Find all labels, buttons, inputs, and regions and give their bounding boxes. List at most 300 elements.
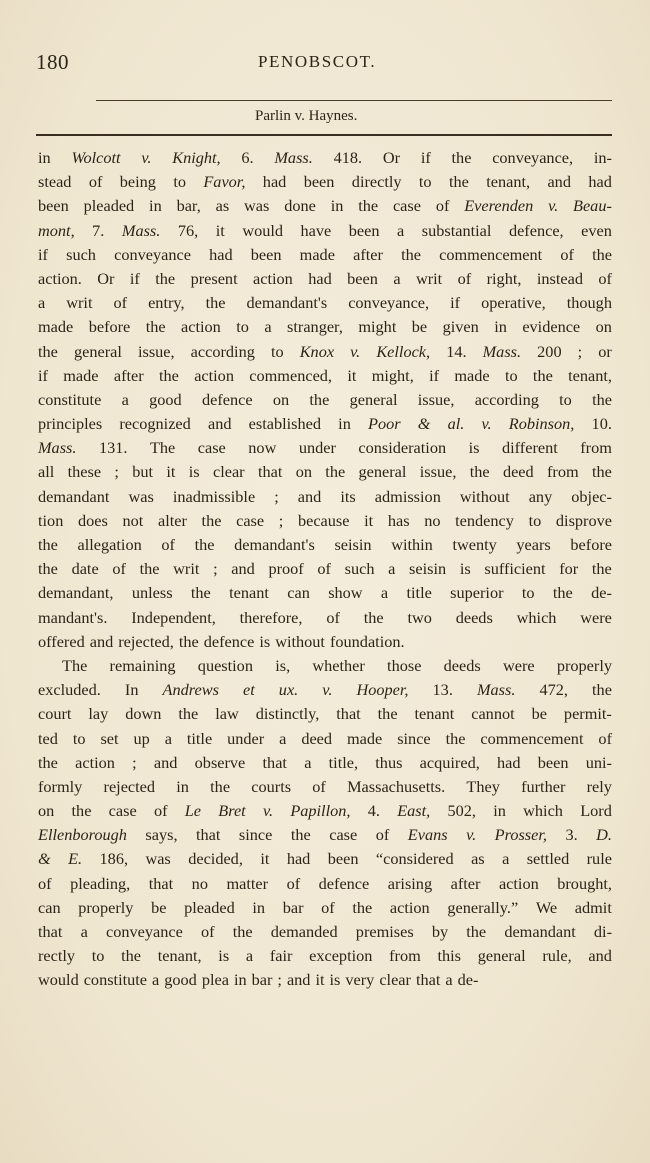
word: now <box>248 438 277 458</box>
word: properly <box>78 897 134 917</box>
word: conveyance <box>105 922 183 941</box>
word: has <box>387 510 410 530</box>
word: if <box>450 293 461 313</box>
word: according <box>190 341 255 361</box>
text-line <box>38 340 612 364</box>
word: made <box>38 317 74 337</box>
word: it <box>364 510 374 530</box>
word: and <box>231 559 255 579</box>
word: been <box>303 172 335 192</box>
word: ; <box>278 510 284 530</box>
word: di- <box>593 922 612 941</box>
word: de- <box>591 583 612 603</box>
word: it <box>215 220 225 240</box>
word: general <box>358 462 407 482</box>
word: objec- <box>571 486 612 506</box>
word: such <box>344 559 375 579</box>
word: though <box>566 293 612 313</box>
word: and <box>286 970 311 990</box>
word: of <box>88 172 103 192</box>
word: The <box>149 438 176 458</box>
word: the <box>205 293 226 313</box>
word: further <box>521 776 566 796</box>
word: had <box>286 849 311 869</box>
word: bar, <box>176 196 201 216</box>
text-line <box>38 219 612 243</box>
word: settled <box>526 849 570 869</box>
word: action <box>75 752 115 772</box>
text-line <box>38 630 612 654</box>
text-line <box>38 291 612 315</box>
word: before <box>88 317 131 337</box>
word: 200 <box>537 341 562 361</box>
citation-word: Poor <box>368 414 401 434</box>
word: substantial <box>421 220 492 240</box>
word: show <box>328 583 363 603</box>
citation-word: Mass. <box>274 148 313 167</box>
word: its <box>340 486 356 506</box>
word: the <box>38 752 58 772</box>
word: 502, <box>447 801 476 821</box>
citation-word: Kellock, <box>376 341 431 361</box>
word: to <box>559 389 572 409</box>
word: in <box>494 317 507 337</box>
word: seisin <box>334 535 372 554</box>
word: had <box>497 752 521 772</box>
word: 131. <box>98 438 128 458</box>
word: to <box>528 510 542 530</box>
word: the <box>210 776 231 796</box>
word: a <box>304 752 312 772</box>
word: deeds <box>443 655 481 675</box>
word: to <box>91 946 105 966</box>
citation-word: v. <box>322 680 333 700</box>
word: commenced, <box>249 365 333 385</box>
word: deeds <box>455 607 493 627</box>
word: deed <box>502 462 534 482</box>
word: the <box>38 535 58 554</box>
word: rejected <box>103 776 156 796</box>
word: action <box>181 317 221 337</box>
word: the <box>158 365 179 385</box>
word: writ <box>173 559 200 579</box>
word: case <box>329 825 358 845</box>
word: tenant, <box>157 946 202 966</box>
word: of <box>560 244 574 264</box>
word: defence <box>318 873 370 893</box>
word: de- <box>457 970 479 990</box>
word: tendency <box>455 510 514 530</box>
citation-word: v. <box>262 801 274 821</box>
word: ; <box>132 752 137 772</box>
citation-word: E. <box>68 849 83 869</box>
word: had <box>209 244 233 264</box>
word: the <box>145 317 166 337</box>
word: the <box>401 244 421 264</box>
citation-word: Favor, <box>203 172 246 192</box>
word: of <box>113 293 128 313</box>
text-line <box>38 702 612 726</box>
word: in <box>233 970 247 990</box>
word: demandant <box>504 922 576 941</box>
text-line <box>38 872 612 896</box>
word: ; <box>114 462 119 482</box>
word: directly <box>351 172 402 192</box>
word: the <box>71 801 92 821</box>
word: uni- <box>585 752 612 772</box>
word: general <box>73 341 122 361</box>
word: and <box>153 752 178 772</box>
word: of <box>153 801 168 821</box>
word: generally.” <box>447 897 519 917</box>
citation-word: Mass. <box>476 680 516 700</box>
word: the <box>466 922 487 941</box>
word: pleaded <box>83 196 135 216</box>
text-line <box>38 751 612 775</box>
running-head <box>36 50 616 80</box>
word: the <box>445 728 466 748</box>
word: of <box>317 559 331 579</box>
header-rule-thick <box>36 134 612 136</box>
word: in <box>338 414 351 434</box>
word: to <box>418 172 432 192</box>
word: action <box>194 365 234 385</box>
word: demandant's <box>246 293 328 313</box>
word: been <box>327 849 359 869</box>
word: the <box>38 559 58 579</box>
word: the <box>377 704 398 724</box>
text-line <box>38 194 612 218</box>
word: after <box>353 244 383 264</box>
word: if <box>420 148 431 167</box>
text-line <box>38 509 612 533</box>
word: the <box>201 510 222 530</box>
word: in <box>493 801 506 821</box>
word: by <box>431 922 449 941</box>
word: fair <box>269 946 293 966</box>
word: this <box>437 946 461 966</box>
citation-word: Mass. <box>38 438 77 458</box>
word: no <box>191 873 208 893</box>
word: disprove <box>555 510 612 530</box>
word: the <box>592 680 612 700</box>
word: it <box>315 970 325 990</box>
word: case <box>236 510 265 530</box>
word: ; <box>274 486 279 506</box>
word: In <box>124 680 139 700</box>
word: good <box>149 389 182 409</box>
word: says, <box>145 825 178 845</box>
word: rely <box>586 776 612 796</box>
word: foundation. <box>329 631 405 651</box>
word: under <box>227 728 265 748</box>
word: demandant's <box>234 535 315 554</box>
word: without <box>459 486 510 506</box>
word: superior <box>450 583 504 603</box>
word: and <box>297 486 322 506</box>
word: to <box>270 341 284 361</box>
word: admit <box>574 897 612 917</box>
word: tenant <box>414 704 455 724</box>
word: thus <box>375 752 403 772</box>
citation-word: Prosser, <box>494 825 547 845</box>
word: whether <box>312 655 365 675</box>
word: that <box>148 873 174 893</box>
word: because <box>297 510 350 530</box>
word: or <box>598 341 612 361</box>
word: a <box>245 946 254 966</box>
word: tenant, <box>568 365 612 385</box>
citation-word: Knox <box>299 341 335 361</box>
word: can <box>38 897 61 917</box>
citation-word: Bret <box>218 801 246 821</box>
word: a <box>397 220 405 240</box>
word: that <box>415 970 441 990</box>
word: general <box>477 946 526 966</box>
word: had <box>262 172 287 192</box>
word: made <box>454 365 490 385</box>
word: given <box>442 317 479 337</box>
word: on <box>295 462 312 482</box>
word: the <box>469 462 490 482</box>
word: after <box>450 873 481 893</box>
text-line <box>38 775 612 799</box>
word: plea <box>201 970 229 990</box>
word: rejected, <box>118 631 174 651</box>
word: is <box>259 631 271 651</box>
word: permit- <box>563 704 612 724</box>
word: alter <box>157 510 187 530</box>
word: good <box>164 970 197 990</box>
word: of <box>161 535 175 554</box>
body-text <box>38 146 612 993</box>
text-line <box>38 533 612 557</box>
word: issue, <box>137 341 175 361</box>
word: brought, <box>557 873 612 893</box>
word: question <box>197 655 253 675</box>
word: formly <box>38 776 83 796</box>
word: sufficient <box>484 559 546 579</box>
word: ; <box>213 559 218 579</box>
word: been <box>38 196 69 216</box>
word: We <box>535 897 558 917</box>
word: is <box>329 970 341 990</box>
word: bar <box>251 970 273 990</box>
word: The <box>62 655 88 675</box>
citation-word: Knight, <box>172 148 221 167</box>
word: arising <box>387 873 433 893</box>
word: the <box>290 825 311 845</box>
word: decided, <box>188 849 243 869</box>
word: law <box>215 704 239 724</box>
text-line <box>38 146 612 170</box>
word: not <box>122 510 144 530</box>
word: it <box>260 849 270 869</box>
word: the <box>38 341 58 361</box>
word: tenant <box>229 583 269 603</box>
word: operative, <box>481 293 546 313</box>
word: remaining <box>109 655 176 675</box>
word: constitute <box>38 389 102 409</box>
citation-word: ux. <box>278 680 299 700</box>
word: made <box>346 728 383 748</box>
header-rule-thin <box>96 100 612 101</box>
word: acquired, <box>419 752 480 772</box>
word: if <box>129 268 140 288</box>
word: the <box>592 389 612 409</box>
word: might, <box>371 365 414 385</box>
text-line <box>38 968 612 992</box>
word: on <box>38 801 55 821</box>
word: action <box>389 897 430 917</box>
word: of <box>457 268 472 288</box>
word: any <box>528 486 553 506</box>
word: mandant's. <box>38 607 108 627</box>
text-line <box>38 364 612 388</box>
citation-word: v. <box>350 341 361 361</box>
citation-word: Beau- <box>573 196 612 216</box>
word: 76, <box>177 220 199 240</box>
word: title <box>406 583 432 603</box>
text-line <box>38 388 612 412</box>
word: commencement <box>439 244 543 264</box>
word: two <box>407 607 432 627</box>
word: 7. <box>92 220 105 240</box>
word: premises <box>355 922 414 941</box>
word: be <box>151 897 167 917</box>
word: before <box>570 535 612 554</box>
word: 418. <box>333 148 363 167</box>
word: is <box>188 462 200 482</box>
word: rectly <box>38 946 76 966</box>
word: is <box>468 438 480 458</box>
word: be <box>531 704 547 724</box>
word: stranger, <box>287 317 343 337</box>
word: a <box>502 849 510 869</box>
word: it <box>166 462 176 482</box>
word: a <box>264 317 272 337</box>
word: within <box>391 535 433 554</box>
word: all <box>38 462 55 482</box>
word: is <box>218 946 230 966</box>
word: the <box>325 462 346 482</box>
word: general <box>349 389 398 409</box>
citation-word: v. <box>466 825 477 845</box>
citation-word: Ellenborough <box>38 825 127 845</box>
word: of <box>286 873 301 893</box>
word: and <box>547 172 571 192</box>
word: on <box>595 317 612 337</box>
word: defence <box>203 631 255 651</box>
word: to <box>504 365 518 385</box>
word: of <box>200 922 215 941</box>
citation-word: v. <box>548 196 559 216</box>
word: entry, <box>148 293 185 313</box>
word: of <box>435 196 450 216</box>
word: Independent, <box>131 607 216 627</box>
word: the <box>591 462 612 482</box>
text-line <box>38 678 612 702</box>
word: inadmissible <box>172 486 256 506</box>
case-caption: Parlin v. Haynes. <box>255 108 358 124</box>
text-line <box>38 412 612 436</box>
word: a <box>380 583 389 603</box>
word: made <box>63 365 99 385</box>
word: therefore, <box>239 607 303 627</box>
text-line <box>38 170 612 194</box>
word: defence <box>201 389 253 409</box>
word: to <box>72 728 86 748</box>
word: a <box>38 293 46 313</box>
text-line <box>38 436 612 460</box>
page-number: 180 <box>36 50 69 74</box>
word: in <box>330 196 344 216</box>
word: done <box>284 196 316 216</box>
word: date <box>71 559 99 579</box>
word: that <box>336 704 361 724</box>
word: Or <box>97 268 115 288</box>
word: observe <box>194 752 246 772</box>
word: up <box>133 728 150 748</box>
word: bar <box>282 897 304 917</box>
citation-word: Andrews <box>162 680 219 700</box>
word: the <box>592 244 612 264</box>
word: the <box>358 196 379 216</box>
word: the <box>121 946 142 966</box>
word: conveyance, <box>492 148 574 167</box>
word: a <box>388 559 396 579</box>
word: pleading, <box>70 873 131 893</box>
citation-word: Le <box>184 801 202 821</box>
word: of <box>38 873 52 893</box>
word: Lord <box>580 801 612 821</box>
word: 186, <box>99 849 129 869</box>
word: title, <box>328 752 359 772</box>
word: excluded. <box>38 680 101 700</box>
word: deed <box>301 728 333 748</box>
word: since <box>238 825 273 845</box>
word: rule <box>586 849 612 869</box>
word: be <box>411 317 428 337</box>
word: no <box>424 510 441 530</box>
word: those <box>387 655 422 675</box>
word: ; <box>577 341 583 361</box>
word: the <box>178 631 199 651</box>
word: that <box>38 922 63 941</box>
word: made <box>299 244 335 264</box>
text-line <box>38 485 612 509</box>
word: recognized <box>119 414 191 434</box>
word: proof <box>268 559 304 579</box>
text-line <box>38 944 612 968</box>
word: the <box>155 268 176 288</box>
word: distinctly, <box>255 704 320 724</box>
word: 14. <box>446 341 467 361</box>
word: 6. <box>241 148 254 167</box>
word: pleaded <box>184 897 235 917</box>
word: clear <box>212 462 245 482</box>
word: a <box>80 922 88 941</box>
word: the <box>591 559 612 579</box>
word: without <box>275 631 325 651</box>
word: were <box>580 607 612 627</box>
word: under <box>298 438 336 458</box>
word: would <box>38 970 79 990</box>
word: different <box>502 438 558 458</box>
word: of <box>598 728 612 748</box>
text-line <box>38 267 612 291</box>
word: instead <box>536 268 583 288</box>
